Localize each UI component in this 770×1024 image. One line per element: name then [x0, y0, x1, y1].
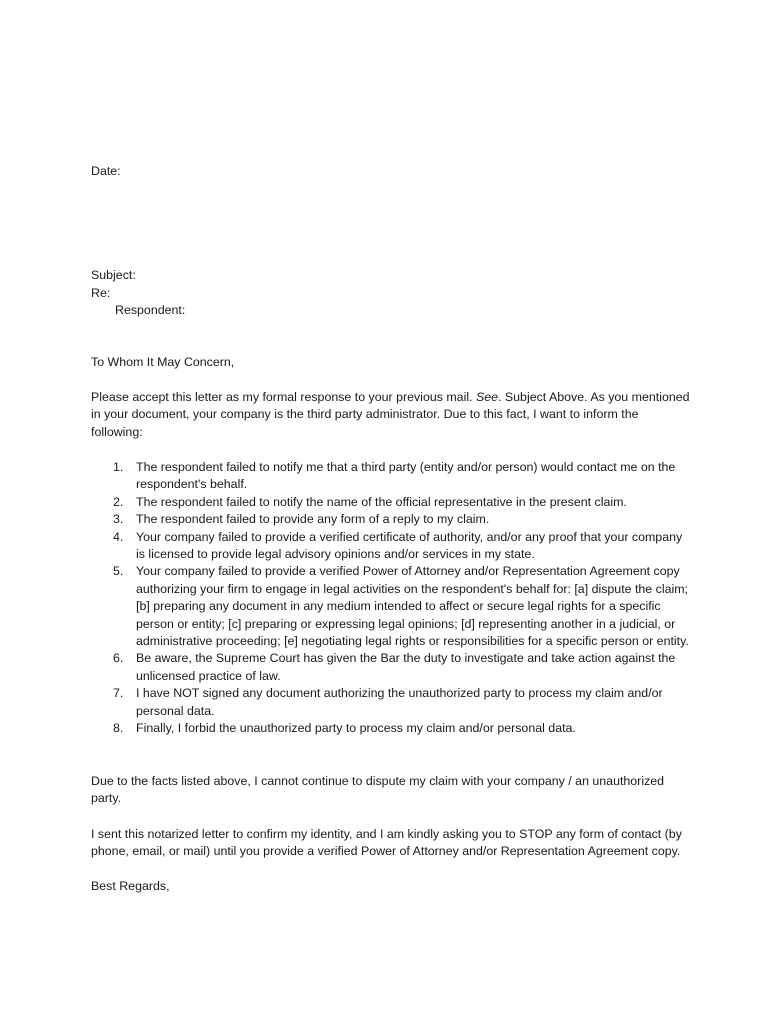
request-paragraph: I sent this notarized letter to confirm my identity, and I am kindly asking you to STOP any form of contact (by phone, email, or mail) until you provide a verified Power of Attorney and/or Representation Agreement copy.: [91, 827, 682, 859]
conclusion-paragraph: Due to the facts listed above, I cannot continue to dispute my claim with your company / an unauthorized party.: [91, 774, 665, 806]
list-item: [91, 511, 691, 528]
list-item-text: The respondent failed to provide any form of a reply to my claim.: [136, 512, 490, 527]
intro-see-italic: See: [475, 390, 499, 404]
list-item-text: Finally, I forbid the unauthorized party to process my claim and/or personal data.: [136, 721, 576, 736]
list-item: [91, 685, 691, 720]
closing-text: Best Regards,: [91, 879, 170, 893]
subject-label: Subject:: [91, 268, 136, 282]
numbered-list: [91, 459, 691, 738]
list-item: [91, 459, 691, 494]
list-item-text: The respondent failed to notify the name of the official representative in the present claim.: [136, 494, 627, 509]
list-item-text: Your company failed to provide a verified certificate of authority, and/or any proof that your company is licensed to provide legal advisory opinions and/or services in my state.: [136, 529, 683, 562]
list-item: [91, 720, 691, 737]
intro-paragraph: [91, 389, 691, 441]
list-item-number: 1.: [113, 460, 124, 474]
list-item-number: 8.: [113, 721, 124, 736]
list-item-text: Your company failed to provide a verified Power of Attorney and/or Representation Agreement copy authorizing your firm to engage in legal activities on the respondent's behalf for: [a] dispute the claim; [b] preparing any document in any medium intended to affect or secure legal rights for a specific person or entity; [c] preparing or expressing legal opinions; [d] representing another in a judicial, or administrative proceeding; [e] negotiating legal rights or responsibilities for a specific person or entity.: [136, 564, 689, 649]
list-item-number: 5.: [113, 564, 124, 579]
list-item-text: I have NOT signed any document authorizing the unauthorized party to process my claim and/or personal data.: [136, 686, 663, 718]
list-item: [91, 650, 691, 685]
list-item-number: 2.: [113, 494, 124, 509]
intro-text-part2: . Subject Above. As you mentioned in your document, your company is the third party administrator. Due to this fact, I want to inform the following:: [91, 390, 690, 439]
list-item: [91, 529, 691, 564]
list-item: [91, 563, 691, 650]
respondent-label: Respondent:: [115, 303, 186, 317]
re-label: Re:: [91, 286, 111, 300]
list-item-number: 3.: [113, 512, 124, 527]
list-item-text: Be aware, the Supreme Court has given the Bar the duty to investigate and take action against the unlicensed practice of law.: [136, 651, 676, 683]
salutation: To Whom It May Concern,: [91, 355, 235, 369]
list-item-number: 4.: [113, 529, 124, 544]
list-item-text: The respondent failed to notify me that a third party (entity and/or person) would contact me on the respondent's behalf.: [136, 460, 676, 492]
list-item-number: 6.: [113, 651, 124, 666]
intro-text-part1: Please accept this letter as my formal response to your previous mail.: [91, 390, 476, 404]
date-label: Date:: [91, 164, 121, 178]
list-item: [91, 494, 691, 511]
list-item-number: 7.: [113, 686, 124, 701]
